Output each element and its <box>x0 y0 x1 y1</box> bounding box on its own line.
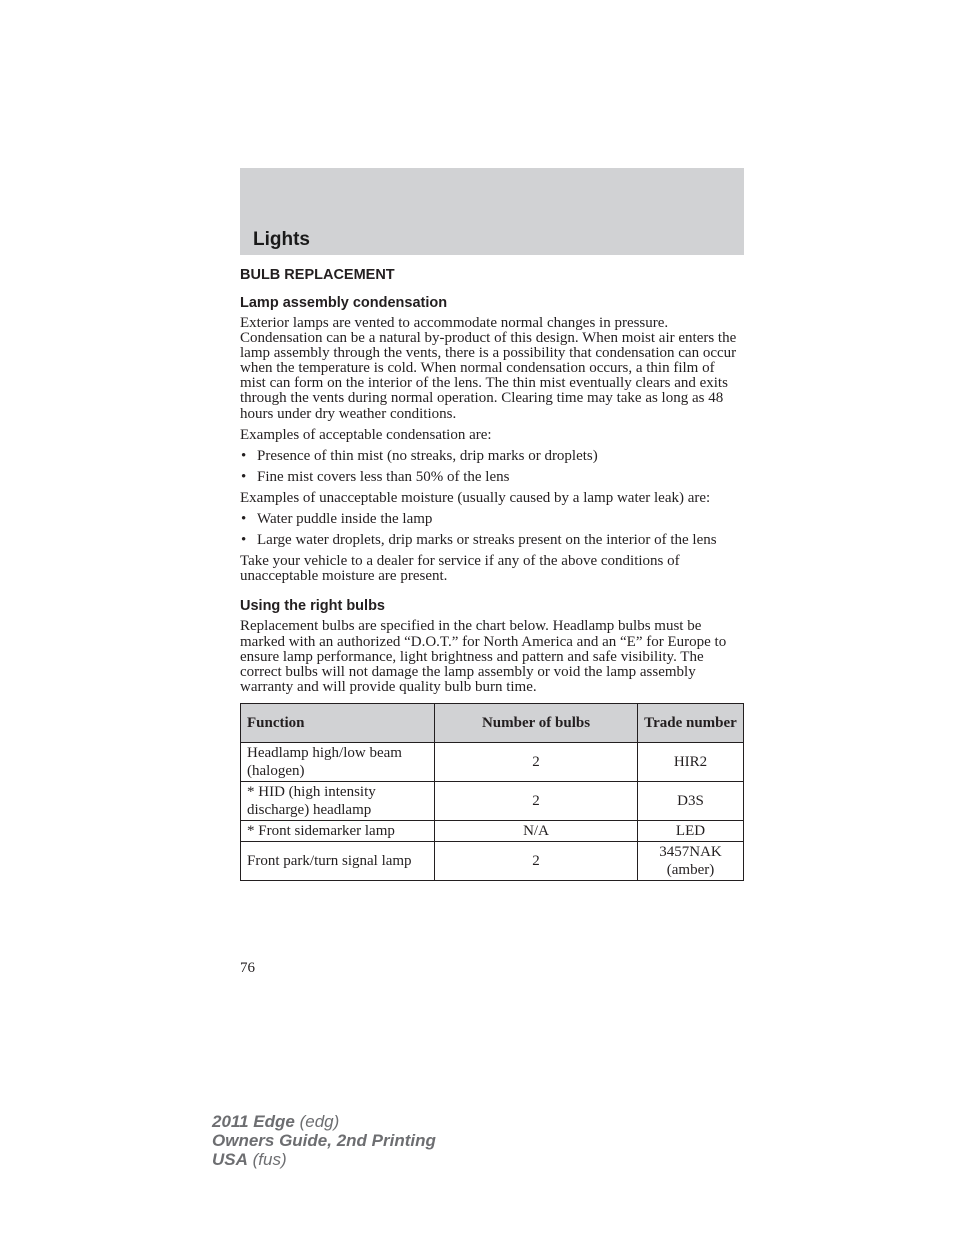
section-header-band <box>240 168 744 255</box>
dealer-note: Take your vehicle to a dealer for service if any of the above conditions of unacceptable moisture are present. <box>240 553 680 585</box>
section-title: BULB REPLACEMENT <box>240 267 395 283</box>
page-number: 76 <box>240 960 255 976</box>
unacceptable-intro: Examples of unacceptable moisture (usually caused by a lamp water leak) are: <box>240 489 711 506</box>
column-header-function: Function <box>241 703 435 742</box>
bullet-icon: • <box>241 447 247 464</box>
acceptable-intro: Examples of acceptable condensation are: <box>240 426 492 443</box>
cell-number: 2 <box>435 781 638 820</box>
table-row <box>241 742 744 781</box>
footer-imprint <box>212 1112 436 1169</box>
cell-function: * Front sidemarker lamp <box>241 820 435 841</box>
bullet-icon: • <box>241 511 247 528</box>
page-content <box>240 267 744 881</box>
unacceptable-list <box>240 512 744 548</box>
cell-trade: 3457NAK (amber) <box>638 841 744 880</box>
list-item: • Presence of thin mist (no streaks, drip marks or droplets) <box>241 447 598 464</box>
column-header-number: Number of bulbs <box>435 703 638 742</box>
table-header-row <box>241 703 744 742</box>
cell-trade: D3S <box>638 781 744 820</box>
bullet-icon: • <box>241 532 247 549</box>
cell-trade: LED <box>638 820 744 841</box>
cell-number: 2 <box>435 841 638 880</box>
chapter-title: Lights <box>253 229 310 250</box>
list-item: • Water puddle inside the lamp <box>241 511 433 528</box>
cell-function: * HID (high intensity discharge) headlamp <box>241 781 435 820</box>
table-row <box>241 820 744 841</box>
footer-line-model: 2011 Edge (edg) <box>212 1112 340 1131</box>
acceptable-list <box>240 449 744 485</box>
column-header-trade: Trade number <box>638 703 744 742</box>
cell-number: N/A <box>435 820 638 841</box>
subhead-right-bulbs: Using the right bulbs <box>240 598 385 615</box>
list-item: • Large water droplets, drip marks or streaks present on the interior of the lens <box>241 532 717 549</box>
condensation-paragraph: Exterior lamps are vented to accommodate normal changes in pressure. Condensation can be a natural by-product of this design. When moist air enters the lamp assembly through the vents, there is a possibility that condensation can occur when the temperature is cold. When normal condensation occurs, a thin film of mist can form on the interior of the lens. The thin mist eventually clears and exits through the vents during normal operation. Clearing time may take as long as 48 hours under dry weather conditions. <box>240 315 737 422</box>
footer-line-market: USA (fus) <box>212 1150 287 1169</box>
cell-number: 2 <box>435 742 638 781</box>
footer-line-guide: Owners Guide, 2nd Printing <box>212 1131 436 1150</box>
cell-trade: HIR2 <box>638 742 744 781</box>
cell-function: Headlamp high/low beam (halogen) <box>241 742 435 781</box>
table-row <box>241 841 744 880</box>
subhead-condensation: Lamp assembly condensation <box>240 295 448 311</box>
bulb-table <box>240 703 744 881</box>
bullet-icon: • <box>241 468 247 485</box>
table-row <box>241 781 744 820</box>
list-item: • Fine mist covers less than 50% of the lens <box>241 468 510 485</box>
cell-function: Front park/turn signal lamp <box>241 841 435 880</box>
right-bulbs-paragraph: Replacement bulbs are specified in the chart below. Headlamp bulbs must be marked with an authorized “D.O.T.” for North America and an “E” for Europe to ensure lamp performance, light brightness and pattern and safe visibility. The correct bulbs will not damage the lamp assembly or void the lamp assembly warranty and will provide quality bulb burn time. <box>240 618 727 695</box>
